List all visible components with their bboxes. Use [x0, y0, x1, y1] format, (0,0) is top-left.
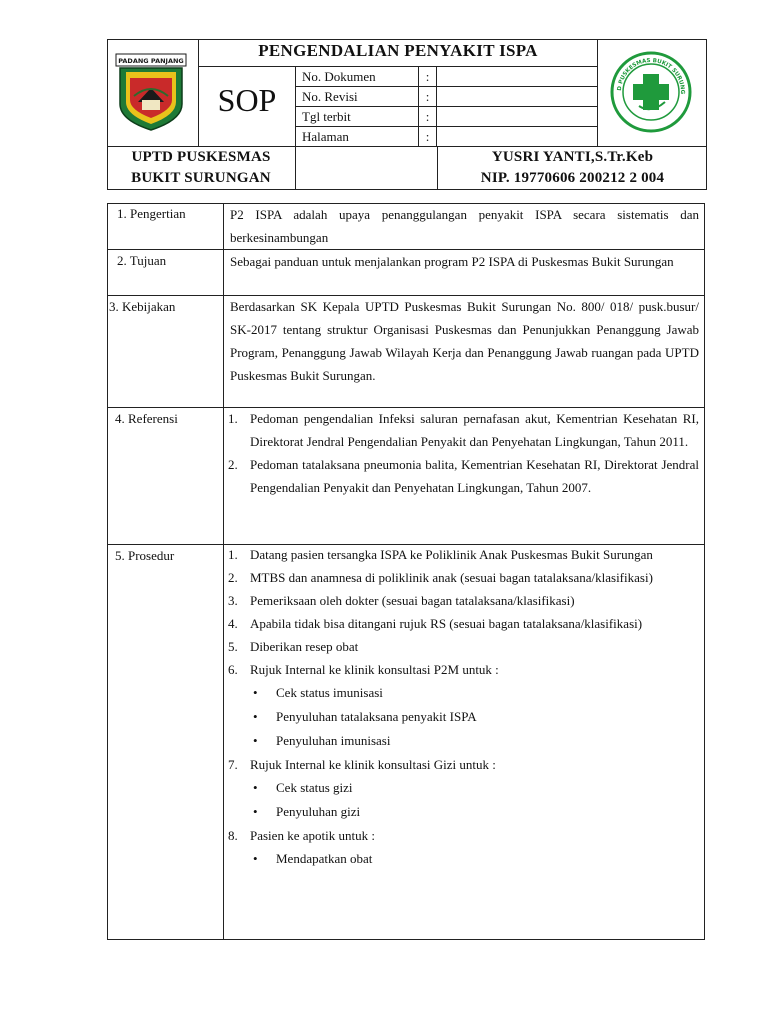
- meta-value: [437, 127, 597, 146]
- list-item: [224, 566, 664, 589]
- row-kebijakan: [107, 296, 705, 408]
- row-prosedur: [107, 545, 705, 940]
- org-name-line2: BUKIT SURUNGAN: [131, 170, 271, 186]
- row-text: Berdasarkan SK Kepala UPTD Puskesmas Bukit Surungan No. 800/ 018/ pusk.busur/ SK-2017 tentang struktur Organisasi Puskesmas dan Penunjukkan Penanggung Jawab Program, Penanggung Jawab Wilayah Kerja dan Penanggung Jawab ruangan pada UPTD Puskesmas Bukit Surungan.: [230, 299, 699, 383]
- list-item: [224, 612, 664, 635]
- bullet-item: [224, 705, 664, 729]
- bullet-icon: •: [253, 709, 258, 724]
- row-referensi: [107, 408, 705, 545]
- item-text: Datang pasien tersangka ISPA ke Poliklinik Anak Puskesmas Bukit Surungan: [250, 547, 653, 562]
- meta-value: [437, 87, 597, 106]
- bullet-text: Penyuluhan tatalaksana penyakit ISPA: [276, 709, 477, 724]
- sop-label: SOP: [199, 67, 296, 146]
- prosedur-list: [224, 543, 664, 871]
- list-item: [224, 658, 664, 681]
- bullet-text: Cek status gizi: [276, 780, 353, 795]
- bullet-icon: •: [253, 733, 258, 748]
- meta-sep: :: [419, 107, 437, 126]
- meta-row-halaman: [296, 127, 597, 146]
- bullet-text: Cek status imunisasi: [276, 685, 383, 700]
- list-item: [224, 635, 664, 658]
- row-text: Sebagai panduan untuk menjalankan program P2 ISPA di Puskesmas Bukit Surungan: [230, 254, 674, 269]
- svg-text:PADANG PANJANG: PADANG PANJANG: [118, 57, 184, 65]
- meta-value: [437, 107, 597, 126]
- bullet-item: [224, 681, 664, 705]
- row-text: P2 ISPA adalah upaya penanggulangan penyakit ISPA secara sistematis dan berkesinambungan: [230, 207, 699, 245]
- item-text: Rujuk Internal ke klinik konsultasi Gizi untuk :: [250, 757, 496, 772]
- signer-nip: NIP. 19770606 200212 2 004: [480, 170, 665, 186]
- bullet-item: [224, 847, 664, 871]
- item-text: Pedoman tatalaksana pneumonia balita, Kementrian Kesehatan RI, Direktorat Jendral Pengendalian Penyakit dan Penyehatan Lingkungan, Tahun 2007.: [250, 457, 699, 495]
- meta-label: No. Dokumen: [296, 67, 419, 86]
- bullet-text: Penyuluhan gizi: [276, 804, 361, 819]
- item-text: Pemeriksaan oleh dokter (sesuai bagan tatalaksana/klasifikasi): [250, 593, 575, 608]
- item-text: MTBS dan anamnesa di poliklinik anak (sesuai bagan tatalaksana/klasifikasi): [250, 570, 653, 585]
- item-number: 6.: [228, 662, 238, 677]
- list-item: [224, 753, 664, 776]
- city-crest-icon: [114, 52, 188, 132]
- org-name-line1: UPTD PUSKESMAS: [131, 149, 271, 165]
- meta-label: Tgl terbit: [296, 107, 419, 126]
- bullet-item: [224, 800, 664, 824]
- meta-label: Halaman: [296, 127, 419, 146]
- meta-row-no-dokumen: [296, 67, 597, 87]
- bullet-item: [224, 729, 664, 753]
- item-text: Diberikan resep obat: [250, 639, 359, 654]
- bullet-text: Mendapatkan obat: [276, 851, 373, 866]
- meta-label: No. Revisi: [296, 87, 419, 106]
- puskesmas-logo: [609, 50, 693, 134]
- row-tujuan: [107, 250, 705, 296]
- meta-row-tgl-terbit: [296, 107, 597, 127]
- signer-name: YUSRI YANTI,S.Tr.Keb: [491, 149, 654, 165]
- row-label: 1. Pengertian: [117, 206, 186, 221]
- item-number: 4.: [228, 616, 238, 631]
- item-number: 5.: [228, 639, 238, 654]
- referensi-list: [224, 407, 705, 499]
- bullet-icon: •: [253, 804, 258, 819]
- list-item: [224, 407, 705, 453]
- item-number: 2.: [228, 570, 238, 585]
- row-label: 4. Referensi: [115, 411, 178, 426]
- bullet-icon: •: [253, 851, 258, 866]
- list-item: [224, 453, 705, 499]
- row-pengertian: [107, 203, 705, 250]
- row-label: 5. Prosedur: [115, 548, 175, 563]
- bullet-item: [224, 776, 664, 800]
- meta-sep: :: [419, 87, 437, 106]
- item-text: Rujuk Internal ke klinik konsultasi P2M untuk :: [250, 662, 499, 677]
- document-title: PENGENDALIAN PENYAKIT ISPA: [199, 39, 597, 67]
- item-number: 1.: [228, 547, 238, 562]
- blank-cell: [296, 146, 438, 190]
- item-text: Apabila tidak bisa ditangani rujuk RS (sesuai bagan tatalaksana/klasifikasi): [250, 616, 643, 631]
- row-label: 3. Kebijakan: [109, 299, 176, 314]
- item-text: Pasien ke apotik untuk :: [250, 828, 375, 843]
- bullet-text: Penyuluhan imunisasi: [276, 733, 391, 748]
- item-number: 2.: [228, 457, 238, 472]
- meta-row-no-revisi: [296, 87, 597, 107]
- document-meta: [296, 67, 597, 146]
- signer-cell: [438, 146, 707, 190]
- bullet-icon: •: [253, 780, 258, 795]
- list-item: [224, 543, 664, 566]
- meta-sep: :: [419, 127, 437, 146]
- meta-value: [437, 67, 597, 86]
- row-label: 2. Tujuan: [117, 253, 167, 268]
- item-number: 3.: [228, 593, 238, 608]
- bullet-icon: •: [253, 685, 258, 700]
- item-number: 7.: [228, 757, 238, 772]
- meta-sep: :: [419, 67, 437, 86]
- padang-panjang-logo: [114, 52, 188, 132]
- item-number: 8.: [228, 828, 238, 843]
- puskesmas-emblem-icon: [609, 50, 693, 134]
- list-item: [224, 589, 664, 612]
- item-text: Pedoman pengendalian Infeksi saluran pernafasan akut, Kementrian Kesehatan RI, Direktorat Jendral Pengendalian Penyakit dan Penyehatan Lingkungan, Tahun 2011.: [250, 411, 699, 449]
- svg-text:UPTD PUSKESMAS BUKIT SURUNGAN: D PUSKESMAS BUKIT SURUNG: [616, 57, 686, 95]
- org-cell: [107, 146, 296, 190]
- list-item: [224, 824, 664, 847]
- item-number: 1.: [228, 411, 238, 426]
